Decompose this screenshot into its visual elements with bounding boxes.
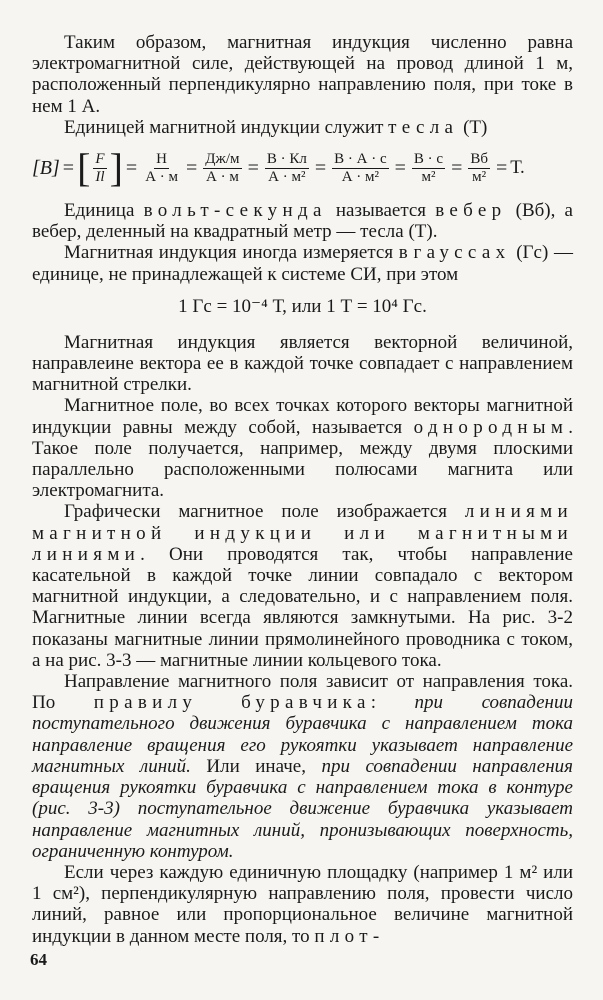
p8-italic-1: при совпадении поступательного движения буравчика с направлением тока направление вращения его рукоятки указывает направление магнитных линий. — [32, 692, 573, 777]
paragraph-9: Если через каждую единичную площадку (например 1 м² или 1 см²), перпендикулярную направлению поля, провести число линий, равное или пропорциональное величине магнитной индукции в данном месте поля, то плот- — [32, 861, 573, 947]
formula-term-5: $\frac{В \cdot с}{\text{м²}}$ — [413, 150, 444, 185]
paragraph-7: Графически магнитное поле изображается линиями магнитной индукции или магнитными линиями. Они проводятся так, чтобы направление касательной в каждой точке линии совпадало с вектором магнитной индукции, а следовательно, и с направлением поля. Магнитные линии всегда являются замкнутыми. На рис. 3-2 показаны магнитные линии прямолинейного проводника с током, а на рис. 3-3 — магнитные линии кольцевого тока. — [32, 501, 573, 671]
formula-term-6: $\frac{Вб}{\text{м²}}$ — [470, 150, 488, 185]
bracket-den: Il — [95, 168, 105, 185]
p6-spaced: однородным — [413, 416, 569, 438]
p4-spaced: гауссах — [413, 242, 511, 264]
p8-italic-2: при совпадении направления вращения рукоятки буравчика с направлением тока в контуре (рис. 3-3) поступательное движение буравчика указывает направление магнитных линий, пронизывающих поверхность, ограниченную контуром. — [32, 755, 574, 862]
p7-spaced: линиями магнитной индукции или магнитными линиями — [32, 501, 573, 565]
paragraph-8: Направление магнитного поля зависит от направления тока. По правилу буравчика: при совпадении поступательного движения буравчика с направлением тока направление вращения его рукоятки указывает направление магнитных линий. Или иначе, при совпадении направления вращения рукоятки буравчика с направлением тока в контуре (рис. 3-3) поступательное движение буравчика указывает направление магнитных линий, пронизывающих поверхность, ограниченную контуром. — [32, 671, 574, 862]
paragraph-5: Магнитная индукция является векторной величиной, направлеине вектора ее в каждой точке совпадает с направлением магнитной стрелки. — [32, 331, 573, 396]
page-number: 64 — [30, 950, 47, 969]
formula-term-2: $\frac{Дж/м}{А \cdot м}$ — [205, 150, 240, 185]
formula-lhs: [B] — [32, 156, 60, 179]
unit-formula: [B] = [ $\frac{F}{Il}$ ] = $\frac{Н}{А \cdot м}$ = $\frac{Дж/м}{А \cdot м}$ = $\frac{В \cdot Кл}{\text{А · м²}}$ = $\frac{В \cdot А \cdot с}{\text{А · м²}}$ = $\frac{В \cdot с}{\text{м²}}$ = $\frac{Вб}{\text{м²}}$ = Т. — [32, 145, 525, 191]
formula-bracket: [ $\frac{F}{Il}$ ] — [77, 145, 123, 191]
formula-result: Т. — [510, 157, 525, 179]
gauss-equation: 1 Гс = 10⁻⁴ Т, или 1 Т = 10⁴ Гс. — [178, 295, 427, 317]
p2-post: (Т) — [458, 116, 488, 138]
formula-term-3: $\frac{В \cdot Кл}{\text{А · м²}}$ — [266, 150, 307, 185]
paragraph-2 — [32, 117, 573, 138]
paragraph-1: Таким образом, магнитная индукция численно равна электромагнитной силе, действующей на провод длиной 1 м, расположенный перпендикулярно направлению поля, при токе в нем 1 А. — [32, 32, 573, 117]
p9-spaced: плот- — [314, 925, 385, 947]
p8-spaced: правилу буравчика — [93, 692, 371, 714]
formula-term-1: $\frac{Н}{А \cdot м}$ — [145, 150, 179, 185]
p2-spaced: тесла — [388, 116, 459, 138]
paragraph-6: Магнитное поле, во всех точках которого векторы магнитной индукции равны между собой, называется однородным. Такое поле получается, например, между двумя плоскими параллельно расположенными полюсами магнита или электромагнита. — [32, 395, 573, 502]
p3-spaced-1: вольт-секунда — [143, 200, 327, 222]
formula-term-4: $\frac{В \cdot А \cdot с}{\text{А · м²}}$ — [334, 150, 387, 185]
p3-spaced-2: вебер — [435, 200, 507, 222]
paragraph-4: Магнитная индукция иногда измеряется в гауссах (Гс) — единице, не принадлежащей к системе СИ, при этом — [32, 242, 573, 285]
p2-pre: Единицей магнитной индукции служит — [64, 116, 389, 138]
bracket-num: F — [95, 150, 105, 167]
paragraph-3: Единица вольт-секунда называется вебер (Вб), а вебер, деленный на квадратный метр — тесла (Т). — [32, 200, 573, 243]
